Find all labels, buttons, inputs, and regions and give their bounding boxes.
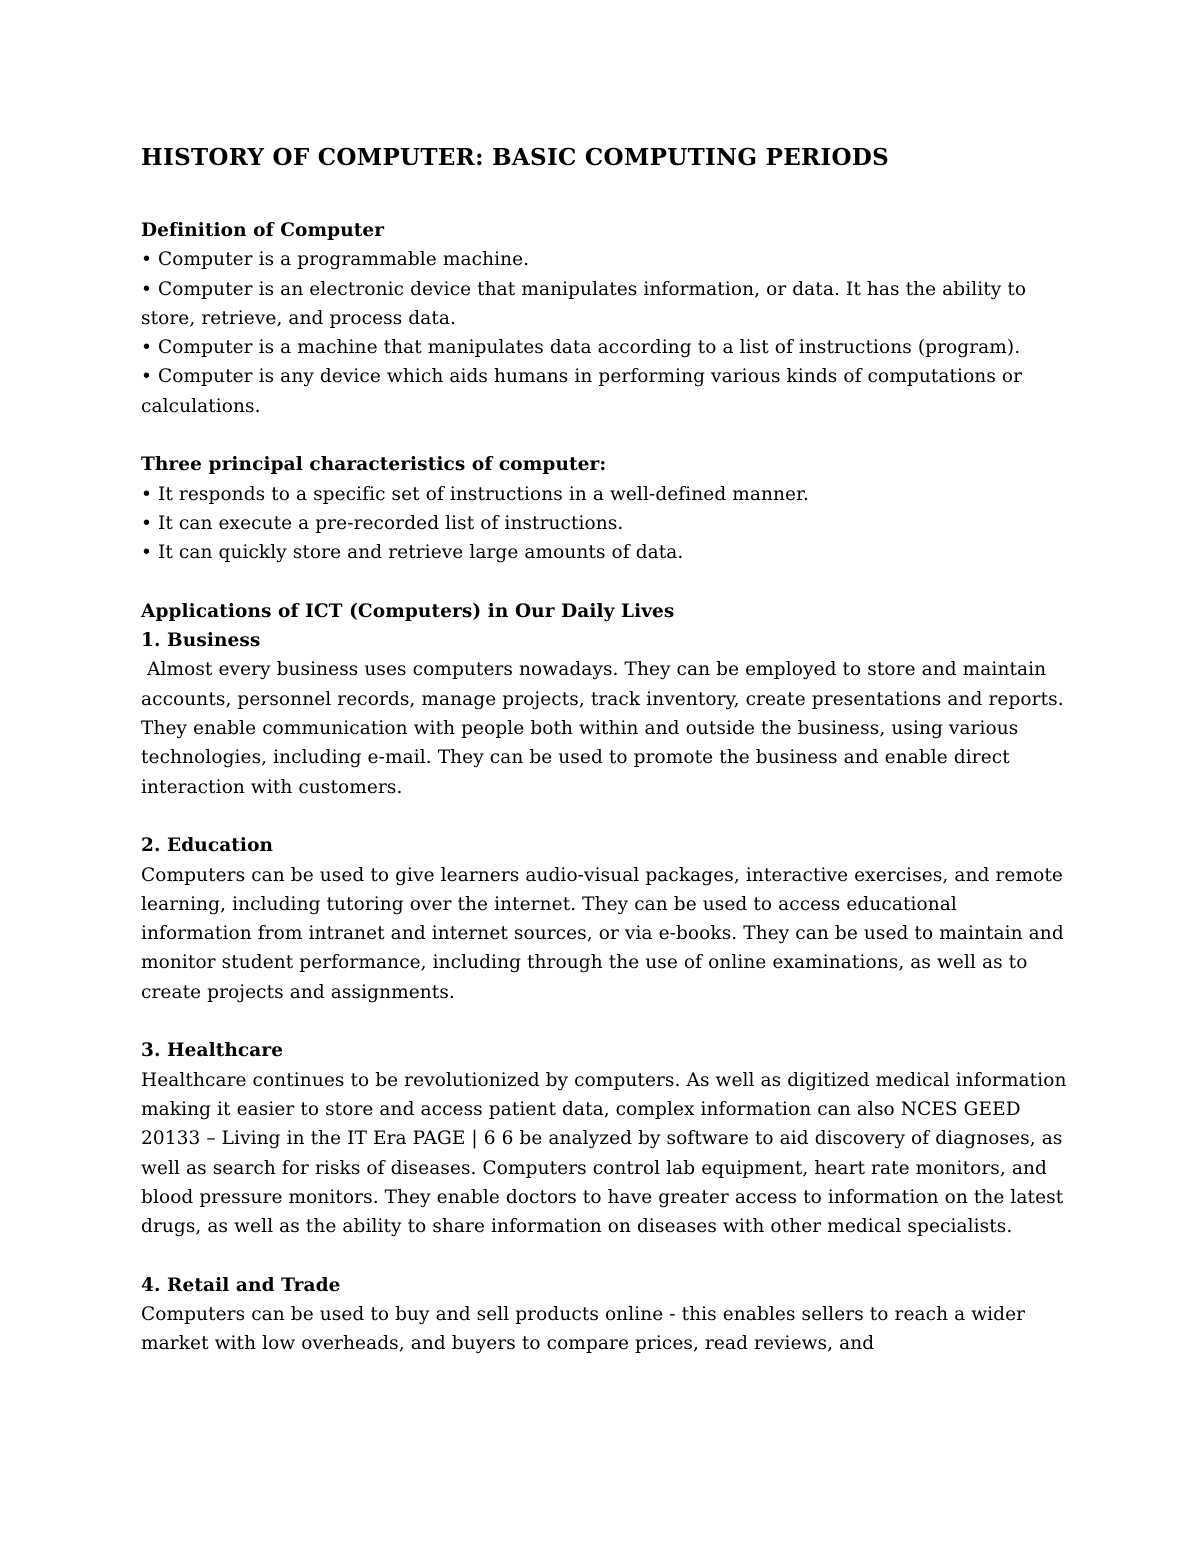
spacer — [141, 1241, 1071, 1270]
spacer — [141, 1007, 1071, 1036]
document-body — [141, 138, 1071, 1359]
application-text: Healthcare continues to be revolutionized by computers. As well as digitized medical information making it easier to store and access patient data, complex information can also NCES GEED 20133 – Living in the IT Era PAGE | 6 6 be analyzed by software to aid discovery of diagnoses, as well as search for risks of diseases. Computers control lab equipment, heart rate monitors, and blood pressure monitors. They enable doctors to have greater access to information on the latest drugs, as well as the ability to share information on diseases with other medical specialists. — [141, 1069, 1067, 1238]
application-item-retail — [141, 1271, 1071, 1359]
spacer — [141, 568, 1071, 597]
definition-bullet: • Computer is a programmable machine. — [141, 249, 530, 271]
application-text: Computers can be used to buy and sell products online - this enables sellers to reach a wider market with low overheads, and buyers to compare prices, read reviews, and — [141, 1303, 1026, 1355]
applications-section — [141, 597, 1071, 1359]
characteristics-bullet: • It can quickly store and retrieve large amounts of data. — [141, 542, 684, 564]
application-item-business — [141, 626, 1071, 802]
characteristics-bullet: • It can execute a pre-recorded list of instructions. — [141, 512, 624, 534]
application-heading: 2. Education — [141, 835, 274, 857]
characteristics-bullet: • It responds to a specific set of instructions in a well-defined manner. — [141, 483, 809, 505]
application-heading: 3. Healthcare — [141, 1040, 284, 1062]
characteristics-heading: Three principal characteristics of computer: — [141, 454, 607, 476]
application-heading: 4. Retail and Trade — [141, 1274, 341, 1296]
definition-bullet: • Computer is any device which aids humans in performing various kinds of computations or calculations. — [141, 366, 1023, 417]
page-title: HISTORY OF COMPUTER: BASIC COMPUTING PERIODS — [141, 144, 890, 171]
application-item-education — [141, 831, 1071, 1007]
definition-section — [141, 216, 1071, 421]
spacer — [141, 421, 1071, 450]
application-text: Almost every business uses computers nowadays. They can be employed to store and maintain accounts, personnel records, manage projects, track inventory, create presentations and reports. They enable communication with people both within and outside the business, using various technologies, including e-mail. They can be used to promote the business and enable direct interaction with customers. — [141, 659, 1070, 798]
application-item-healthcare — [141, 1036, 1071, 1241]
applications-heading: Applications of ICT (Computers) in Our Daily Lives — [141, 600, 675, 622]
definition-heading: Definition of Computer — [141, 220, 385, 241]
application-heading: 1. Business — [141, 630, 261, 652]
characteristics-section — [141, 450, 1071, 567]
definition-bullet: • Computer is an electronic device that manipulates information, or data. It has the ability to store, retrieve, and process data. — [141, 278, 1027, 329]
spacer — [141, 802, 1071, 831]
definition-bullet: • Computer is a machine that manipulates data according to a list of instructions (program). — [141, 337, 1021, 359]
application-text: Computers can be used to give learners audio-visual packages, interactive exercises, and remote learning, including tutoring over the internet. They can be used to access educational information from intranet and internet sources, or via e-books. They can be used to maintain and monitor student performance, including through the use of online examinations, as well as to create projects and assignments. — [141, 864, 1064, 1003]
